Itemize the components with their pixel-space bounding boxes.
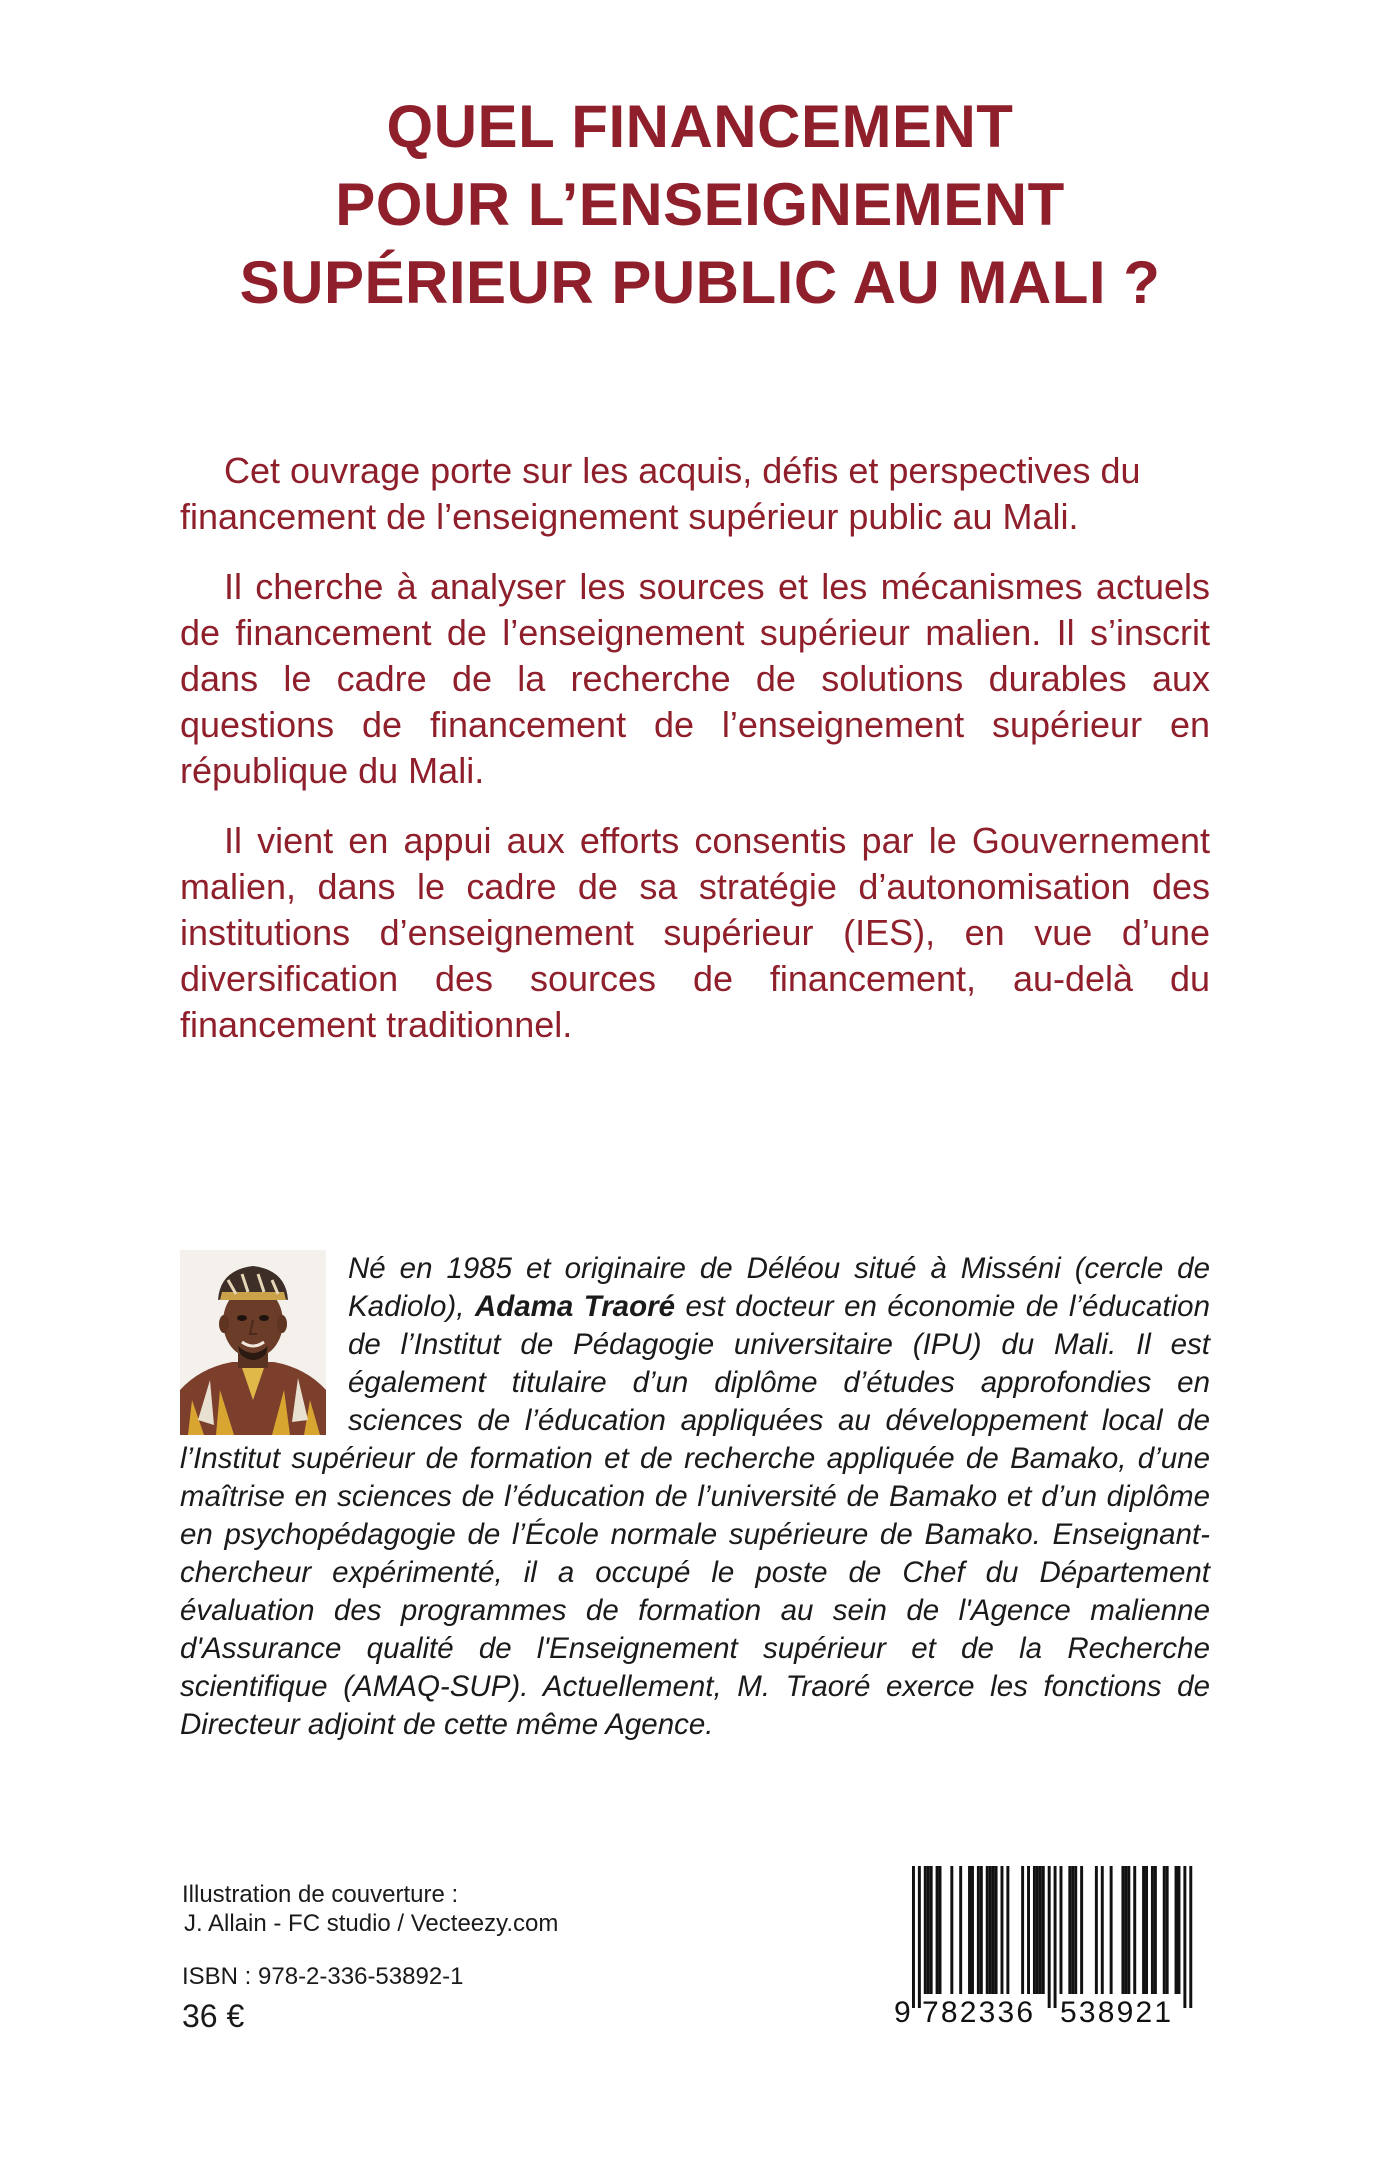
barcode-bar (1154, 1866, 1157, 1994)
barcode-bar (1033, 1866, 1036, 1994)
barcode-bar (1006, 1866, 1009, 1994)
barcode-guard-bar (918, 1866, 921, 2008)
barcode-bar (980, 1866, 983, 1994)
barcode-bar (930, 1866, 933, 1994)
credit-label: Illustration de couverture : (182, 1881, 459, 1908)
barcode-bar (1042, 1866, 1045, 1994)
barcode-bar (968, 1866, 971, 1994)
summary-paragraph-2: Il cherche à analyser les sources et les mécanismes actuels de financement de l’enseignement supérieur malien. Il s’inscrit dans le cadre de la recherche de solutions durables aux questions de financement de l’enseignement supérieur en république du Mali. (180, 566, 1210, 791)
barcode-bar (924, 1866, 927, 1994)
barcode-bar (1110, 1866, 1113, 1994)
barcode-bar (1036, 1866, 1039, 1994)
barcode-bar (1121, 1866, 1124, 1994)
barcode-bar (1124, 1866, 1127, 1994)
barcode-bar (971, 1866, 974, 1994)
author-name: Adama Traoré (474, 1290, 675, 1323)
barcode-bar (959, 1866, 962, 1994)
barcode-bar (1142, 1866, 1145, 1994)
barcode-bar (939, 1866, 942, 1994)
barcode-bar (1021, 1866, 1024, 1994)
barcode-bar (1145, 1866, 1148, 1994)
barcode-right-digits: 538921 (1060, 1996, 1174, 2029)
barcode-bar (1178, 1866, 1181, 1994)
barcode-bar (1101, 1866, 1104, 1994)
book-summary (180, 448, 1210, 1072)
barcode-left-digits: 782336 (922, 1996, 1036, 2029)
barcode-guard-bar (912, 1866, 915, 2008)
barcode-bar (1133, 1866, 1136, 1994)
credit-value: J. Allain - FC studio / Vecteezy.com (184, 1910, 559, 1937)
barcode-bar (1175, 1866, 1178, 1994)
barcode-bar (950, 1866, 953, 1994)
barcode-bar (1039, 1866, 1042, 1994)
title-line-1: QUEL FINANCEMENT (386, 93, 1014, 160)
book-price: 36 € (182, 1998, 245, 2034)
barcode-bar (936, 1866, 939, 1994)
author-bio-intro: Né en 1985 et originaire de Déléou situé à Misséni (cercle de Kadiolo), (348, 1252, 1210, 1323)
barcode-bar (992, 1866, 995, 1994)
barcode-guard-bar (1183, 1866, 1186, 2008)
barcode-bar (995, 1866, 998, 1994)
barcode-bar (1095, 1866, 1098, 1994)
author-biography (180, 1250, 1210, 1744)
barcode-bar (1060, 1866, 1063, 1994)
barcode-bar (977, 1866, 980, 1994)
barcode-guard-bar (1048, 1866, 1051, 2008)
summary-paragraph-3: Il vient en appui aux efforts consentis par le Gouvernement malien, dans le cadre de sa stratégie d’autonomisation des institutions d’enseignement supérieur (IES), en vue d’une diversification des sources de financement, au-delà du financement traditionnel. (180, 820, 1210, 1045)
barcode-bar (1074, 1866, 1077, 1994)
cover-illustration-credit (182, 1880, 558, 1938)
author-bio-body: est docteur en économie de l’éducation de l’Institut de Pédagogie universitaire (IPU) du Mali. Il est également titulaire d’un diplôme d’études approfondies en sciences de l’éducation appliquées au développement local de l’Institut supérieur de formation et de recherche appliquée de Bamako, d’une maîtrise en sciences de l’éducation de l’université de Bamako et d’un diplôme en psychopédagogie de l’École normale supérieure de Bamako. Enseignant-chercheur expérimenté, il a occupé le poste de Chef du Département évaluation des programmes de formation au sein de l'Agence malienne d'Assurance qualité de l'Enseignement supérieur et de la Recherche scientifique (AMAQ-SUP). Actuellement, M. Traoré exerce les fonctions de Directeur adjoint de cette même Agence. (180, 1290, 1210, 1741)
barcode-bar (927, 1866, 930, 1994)
isbn-barcode (888, 1862, 1204, 2030)
barcode-bar (1068, 1866, 1071, 1994)
barcode-bar (1151, 1866, 1154, 1994)
summary-paragraph-1: Cet ouvrage porte sur les acquis, défis et perspectives du financement de l’enseignement supérieur public au Mali. (180, 450, 1141, 537)
barcode-bar (1071, 1866, 1074, 1994)
book-title (0, 88, 1400, 322)
barcode-first-digit: 9 (894, 1996, 911, 2029)
barcode-guard-bar (1054, 1866, 1057, 2008)
barcode-bar (1166, 1866, 1169, 1994)
barcode-bar (1080, 1866, 1083, 1994)
barcode-bar (986, 1866, 989, 1994)
barcode-bar (1001, 1866, 1004, 1994)
title-line-3: SUPÉRIEUR PUBLIC AU MALI ? (239, 249, 1161, 316)
barcode-guard-bar (1189, 1866, 1192, 2008)
barcode-bar (1163, 1866, 1166, 1994)
isbn-number: ISBN : 978-2-336-53892-1 (182, 1963, 464, 1990)
title-line-2: POUR L’ENSEIGNEMENT (335, 171, 1065, 238)
barcode-bar (989, 1866, 992, 1994)
barcode-bar (1127, 1866, 1130, 1994)
author-portrait (180, 1250, 326, 1435)
barcode-bar (1027, 1866, 1030, 1994)
